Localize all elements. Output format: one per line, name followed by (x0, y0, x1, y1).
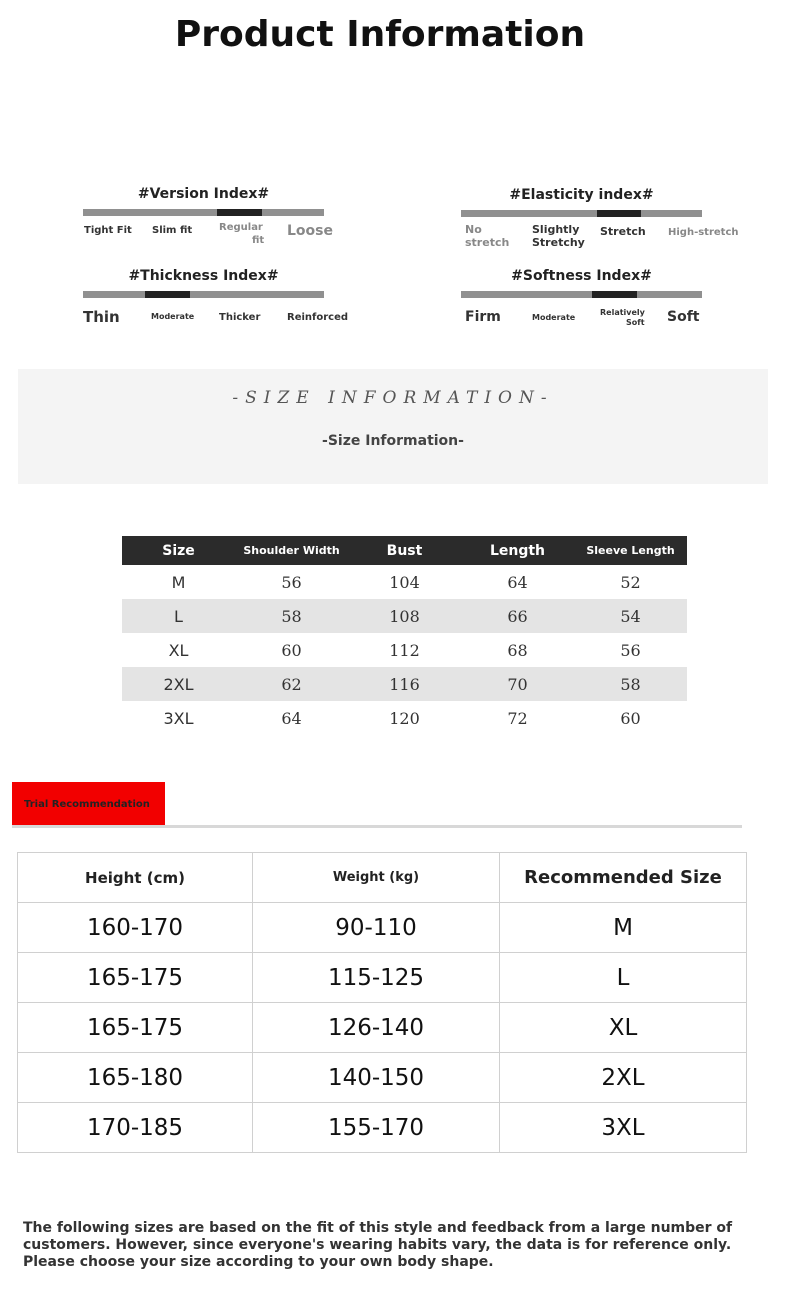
size-chart-header-length: Length (461, 536, 574, 565)
shoulder-cell: 64 (281, 708, 302, 728)
recommended-size-cell: 3XL (500, 1103, 747, 1153)
table-row (18, 953, 747, 1003)
weight-cell: 126-140 (253, 1003, 500, 1053)
table-row (18, 1103, 747, 1153)
version-label-fit: fit (252, 235, 265, 246)
recommendation-table (17, 852, 747, 1153)
trial-divider (12, 825, 742, 828)
softness-label-moderate: Moderate (532, 313, 576, 322)
size-chart-header-size: Size (122, 536, 235, 565)
recommended-size-cell: L (500, 953, 747, 1003)
size-chart-table (122, 536, 687, 735)
recommended-size-cell: M (500, 903, 747, 953)
version-label-regular: Regular (219, 222, 263, 233)
thickness-index-title: #Thickness Index# (128, 268, 279, 284)
weight-cell: 115-125 (253, 953, 500, 1003)
height-cell: 160-170 (18, 903, 253, 953)
thickness-label-thicker: Thicker (219, 312, 261, 323)
size-information-subheading: -Size Information- (322, 433, 464, 449)
elasticity-label-no: No (465, 223, 482, 236)
length-cell: 66 (461, 599, 574, 633)
bust-cell: 108 (348, 599, 461, 633)
shoulder-cell: 56 (281, 572, 302, 592)
length-cell: 70 (461, 667, 574, 701)
sleeve-cell: 56 (620, 640, 641, 660)
size-chart-header-row (122, 536, 687, 565)
softness-index-title: #Softness Index# (511, 268, 652, 284)
table-row (18, 903, 747, 953)
softness-label-soft-small: Soft (626, 318, 645, 327)
elasticity-index-marker (597, 210, 641, 217)
weight-cell: 140-150 (253, 1053, 500, 1103)
thickness-index (83, 268, 373, 348)
elasticity-label-stretchy: Stretchy (532, 236, 585, 249)
elasticity-index-title: #Elasticity index# (509, 187, 654, 203)
length-cell: 68 (507, 640, 528, 660)
sleeve-cell: 58 (574, 667, 687, 701)
trial-recommendation-badge: Trial Recommendation (12, 782, 165, 825)
weight-cell: 155-170 (253, 1103, 500, 1153)
elasticity-label-stretch: stretch (465, 236, 510, 249)
elasticity-label-stretch-mid: Stretch (600, 225, 646, 238)
height-cell: 170-185 (18, 1103, 253, 1153)
thickness-label-moderate: Moderate (151, 312, 195, 321)
length-cell: 72 (507, 708, 528, 728)
version-label-slim-fit: Slim fit (152, 225, 193, 236)
height-cell: 165-175 (18, 1003, 253, 1053)
shoulder-cell: 58 (235, 599, 348, 633)
thickness-label-reinforced: Reinforced (287, 312, 349, 323)
thickness-label-thin: Thin (83, 308, 120, 326)
recommended-size-cell: 2XL (500, 1053, 747, 1103)
table-row (122, 599, 687, 633)
softness-index-bar (461, 291, 702, 298)
sizing-disclaimer: The following sizes are based on the fit of this style and feedback from a large number of customers. However, since everyone's wearing habits vary, the data is for reference only. Please choose your size according to your own body shape. (23, 1220, 733, 1270)
bust-cell: 112 (389, 640, 420, 660)
table-row (18, 1003, 747, 1053)
recommendation-header-row (18, 853, 747, 903)
bust-cell: 104 (389, 572, 420, 592)
sleeve-cell: 52 (620, 572, 641, 592)
size-chart-header-sleeve: Sleeve Length (574, 536, 687, 565)
height-cell: 165-175 (18, 953, 253, 1003)
version-index-marker (217, 209, 262, 216)
weight-cell: 90-110 (253, 903, 500, 953)
size-chart-header-bust: Bust (348, 536, 461, 565)
softness-index (461, 268, 751, 348)
elasticity-index (461, 187, 751, 267)
page-title: Product Information (174, 14, 586, 55)
elasticity-label-high-stretch: High-stretch (668, 227, 739, 238)
elasticity-index-bar (461, 210, 702, 217)
version-label-tight-fit: Tight Fit (84, 225, 132, 236)
size-cell: 2XL (122, 667, 235, 701)
table-row (122, 565, 687, 599)
thickness-index-marker (145, 291, 190, 298)
shoulder-cell: 62 (235, 667, 348, 701)
size-cell: L (122, 599, 235, 633)
height-cell: 165-180 (18, 1053, 253, 1103)
size-chart-header-shoulder: Shoulder Width (235, 536, 348, 565)
elasticity-label-slightly: Slightly (532, 223, 580, 236)
size-cell: XL (168, 640, 189, 660)
table-row (18, 1053, 747, 1103)
size-cell: 3XL (163, 708, 194, 728)
softness-label-firm: Firm (465, 309, 501, 325)
table-row (122, 667, 687, 701)
rec-header-size: Recommended Size (500, 853, 747, 903)
shoulder-cell: 60 (281, 640, 302, 660)
rec-header-weight: Weight (kg) (253, 853, 500, 903)
sleeve-cell: 54 (574, 599, 687, 633)
rec-header-height: Height (cm) (18, 853, 253, 903)
softness-label-soft: Soft (667, 309, 700, 325)
softness-index-marker (592, 291, 637, 298)
version-label-loose: Loose (287, 223, 333, 239)
version-index-title: #Version Index# (137, 186, 270, 202)
table-row (122, 633, 687, 667)
length-cell: 64 (507, 572, 528, 592)
size-information-banner (18, 369, 768, 484)
sleeve-cell: 60 (620, 708, 641, 728)
size-cell: M (171, 572, 186, 592)
thickness-index-bar (83, 291, 324, 298)
version-index (83, 186, 373, 266)
bust-cell: 116 (348, 667, 461, 701)
recommended-size-cell: XL (500, 1003, 747, 1053)
version-index-bar (83, 209, 324, 216)
bust-cell: 120 (389, 708, 420, 728)
softness-label-relatively: Relatively (600, 308, 645, 317)
size-information-heading: -SIZE INFORMATION- (232, 388, 554, 408)
table-row (122, 701, 687, 735)
